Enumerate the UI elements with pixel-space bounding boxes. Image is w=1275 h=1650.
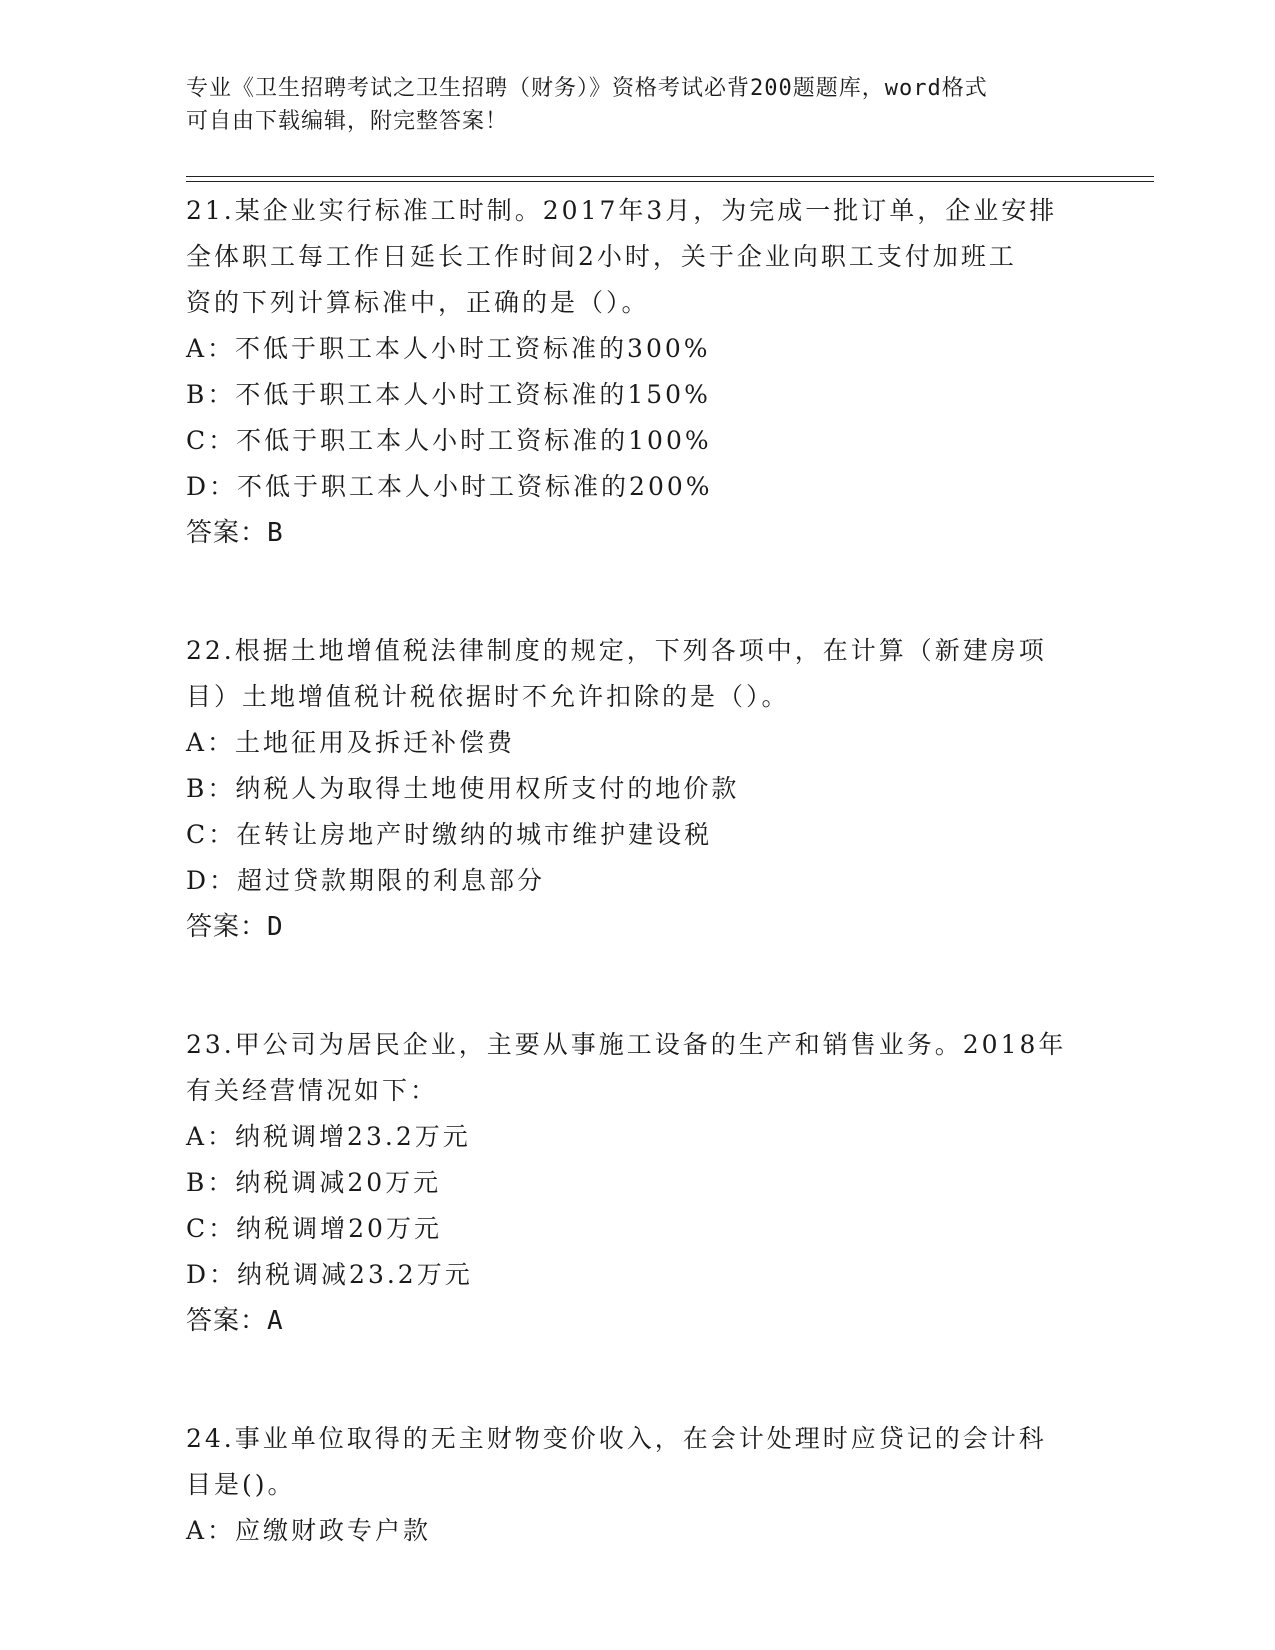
option-a: A：不低于职工本人小时工资标准的300% [186,334,711,363]
question-gap [186,556,1086,628]
option-c: C：在转让房地产时缴纳的城市维护建设税 [186,820,713,849]
question-23 [186,1022,1086,1344]
question-gap [186,950,1086,1022]
question-text-line: 21.某企业实行标准工时制。2017年3月，为完成一批订单，企业安排 [186,196,1058,225]
header-rule-top [186,176,1154,177]
option-c: C：不低于职工本人小时工资标准的100% [186,426,712,455]
option-a: A：土地征用及拆迁补偿费 [186,728,516,757]
question-21 [186,188,1086,556]
question-text-line: 目是()。 [186,1470,296,1499]
question-list [186,188,1086,1554]
option-b: B：纳税调减20万元 [186,1168,442,1197]
question-text-line: 资的下列计算标准中，正确的是（）。 [186,288,650,317]
answer: 答案：B [186,518,284,548]
header-line-2: 可自由下载编辑，附完整答案！ [186,109,509,134]
document-header [186,72,1086,138]
option-c: C：纳税调增20万元 [186,1214,442,1243]
question-24 [186,1416,1086,1554]
header-line-1: 专业《卫生招聘考试之卫生招聘（财务）》资格考试必背200题题库，word格式 [186,76,988,101]
header-rule-bottom [186,181,1154,182]
option-d: D：不低于职工本人小时工资标准的200% [186,472,713,501]
option-b: B：纳税人为取得土地使用权所支付的地价款 [186,774,740,803]
answer: 答案：A [186,1306,284,1336]
question-gap [186,1344,1086,1416]
question-22 [186,628,1086,950]
question-text-line: 目）土地增值税计税依据时不允许扣除的是（）。 [186,682,790,711]
question-text-line: 有关经营情况如下： [186,1076,439,1105]
answer: 答案：D [186,912,284,942]
option-b: B：不低于职工本人小时工资标准的150% [186,380,711,409]
question-text-line: 23.甲公司为居民企业，主要从事施工设备的生产和销售业务。2018年 [186,1030,1067,1059]
option-d: D：超过贷款期限的利息部分 [186,866,546,895]
option-d: D：纳税调减23.2万元 [186,1260,473,1289]
question-text-line: 22.根据土地增值税法律制度的规定，下列各项中，在计算（新建房项 [186,636,1047,665]
question-text-line: 全体职工每工作日延长工作时间2小时，关于企业向职工支付加班工 [186,242,1017,271]
option-a: A：应缴财政专户款 [186,1516,432,1545]
question-text-line: 24.事业单位取得的无主财物变价收入，在会计处理时应贷记的会计科 [186,1424,1047,1453]
option-a: A：纳税调增23.2万元 [186,1122,471,1151]
